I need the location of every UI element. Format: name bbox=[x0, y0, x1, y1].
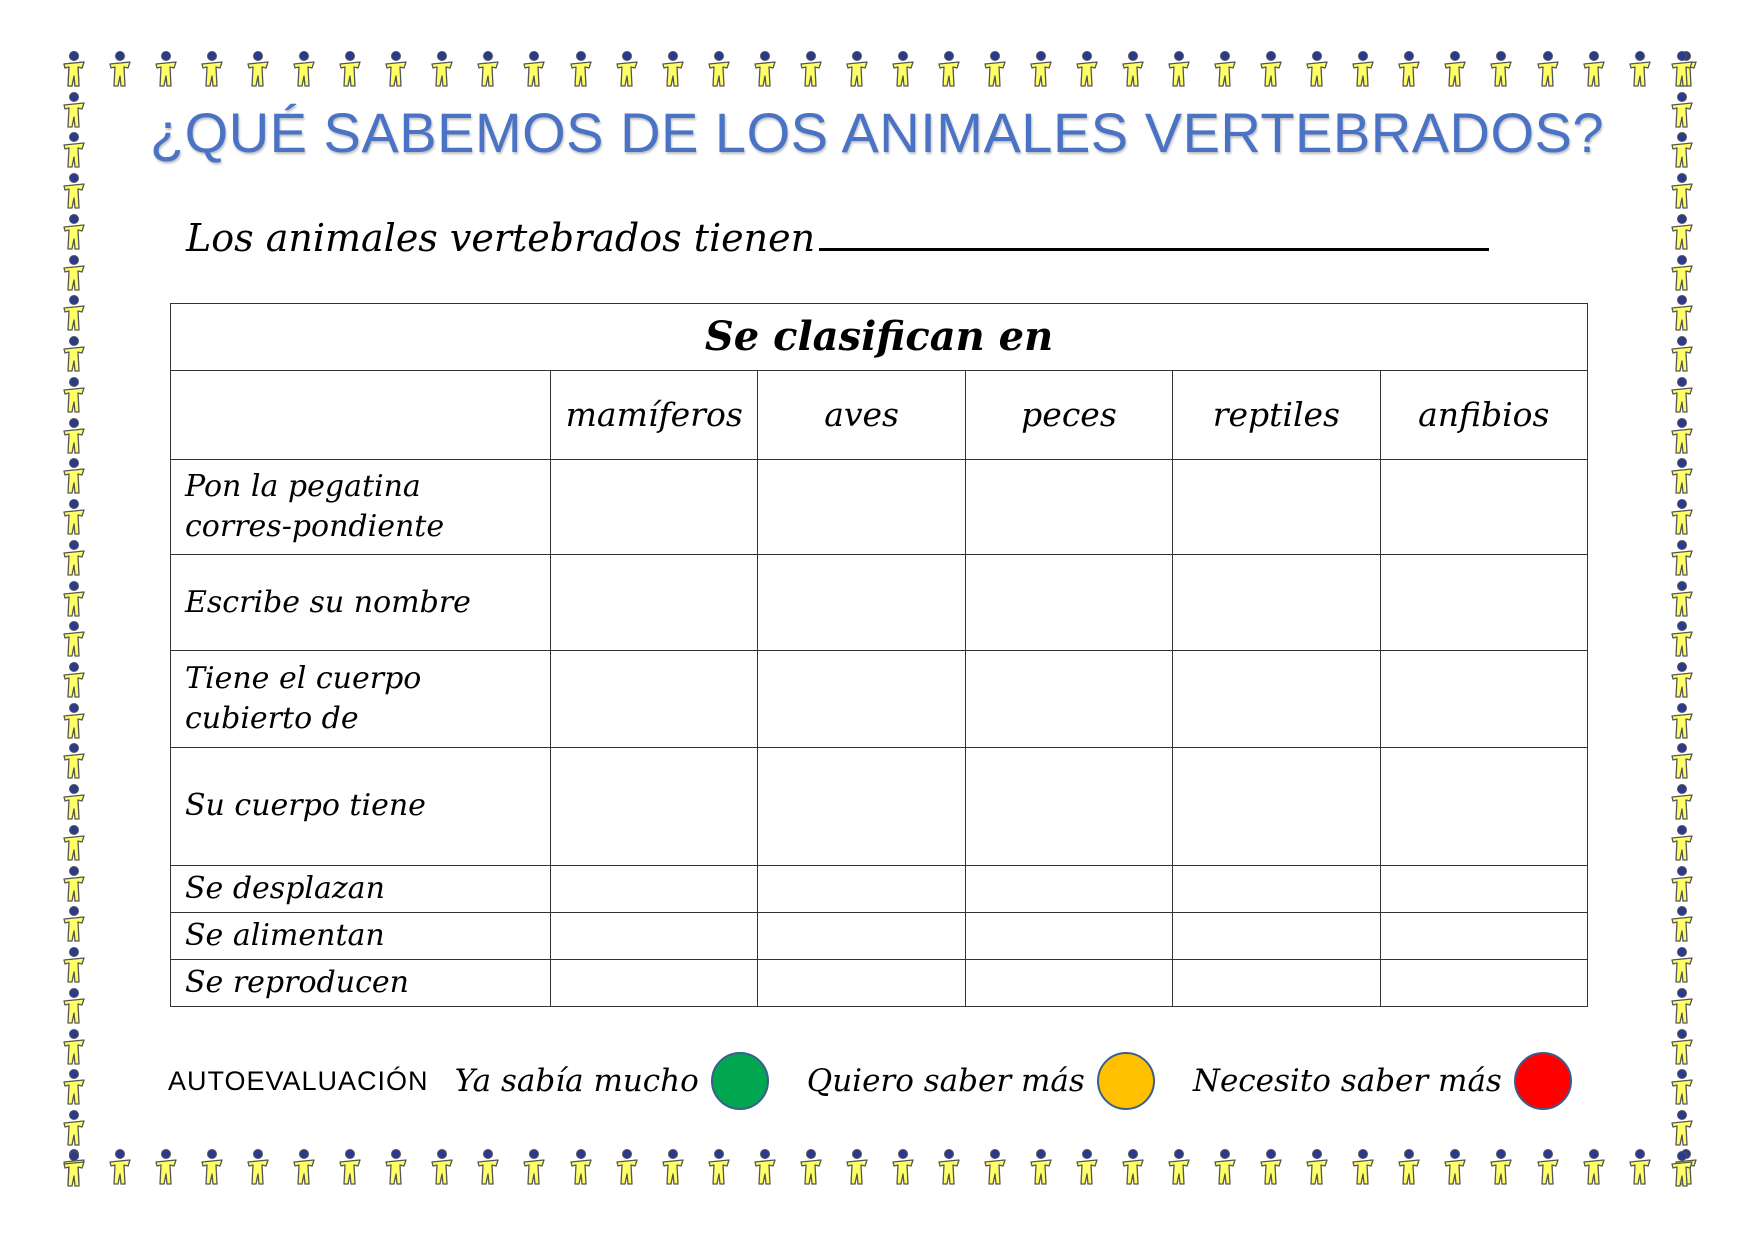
child-figure-icon bbox=[244, 50, 272, 90]
child-figure-icon bbox=[60, 376, 88, 416]
answer-cell[interactable] bbox=[1380, 555, 1587, 651]
child-figure-icon bbox=[1119, 50, 1147, 90]
child-figure-icon bbox=[60, 987, 88, 1027]
child-figure-icon bbox=[1668, 1109, 1696, 1149]
child-figure-icon bbox=[60, 498, 88, 538]
answer-cell[interactable] bbox=[1173, 460, 1380, 555]
child-figure-icon bbox=[1487, 1148, 1515, 1188]
child-figure-icon bbox=[290, 1148, 318, 1188]
table-row bbox=[171, 912, 1588, 959]
answer-cell[interactable] bbox=[758, 747, 965, 865]
child-figure-icon bbox=[152, 1148, 180, 1188]
red-circle-icon[interactable] bbox=[1514, 1052, 1572, 1110]
child-figure-icon bbox=[1668, 376, 1696, 416]
border-left bbox=[60, 50, 100, 1190]
child-figure-icon bbox=[1668, 539, 1696, 579]
answer-cell[interactable] bbox=[965, 747, 1172, 865]
column-header: reptiles bbox=[1173, 371, 1380, 460]
child-figure-icon bbox=[889, 50, 917, 90]
row-label: Escribe su nombre bbox=[171, 555, 551, 651]
column-header: mamíferos bbox=[551, 371, 758, 460]
answer-cell[interactable] bbox=[965, 959, 1172, 1006]
child-figure-icon bbox=[60, 1109, 88, 1149]
child-figure-icon bbox=[1668, 783, 1696, 823]
child-figure-icon bbox=[474, 1148, 502, 1188]
child-figure-icon bbox=[1668, 824, 1696, 864]
row-label: Se desplazan bbox=[171, 865, 551, 912]
child-figure-icon bbox=[60, 335, 88, 375]
child-figure-icon bbox=[198, 1148, 226, 1188]
child-figure-icon bbox=[1349, 50, 1377, 90]
child-figure-icon bbox=[981, 50, 1009, 90]
child-figure-icon bbox=[1668, 294, 1696, 334]
child-figure-icon bbox=[290, 50, 318, 90]
row-label: Se alimentan bbox=[171, 912, 551, 959]
child-figure-icon bbox=[1073, 1148, 1101, 1188]
answer-cell[interactable] bbox=[758, 460, 965, 555]
child-figure-icon bbox=[60, 1028, 88, 1068]
self-evaluation-label: AUTOEVALUACIÓN bbox=[168, 1065, 429, 1096]
answer-cell[interactable] bbox=[965, 912, 1172, 959]
child-figure-icon bbox=[60, 783, 88, 823]
child-figure-icon bbox=[567, 1148, 595, 1188]
child-figure-icon bbox=[1395, 50, 1423, 90]
table-row bbox=[171, 959, 1588, 1006]
page-title: ¿QUÉ SABEMOS DE LOS ANIMALES VERTEBRADOS? bbox=[149, 101, 1605, 164]
child-figure-icon bbox=[60, 742, 88, 782]
option-want-more-label: Quiero saber más bbox=[806, 1063, 1085, 1099]
child-figure-icon bbox=[520, 50, 548, 90]
child-figure-icon bbox=[1668, 417, 1696, 457]
answer-cell[interactable] bbox=[1380, 651, 1587, 747]
answer-cell[interactable] bbox=[1173, 747, 1380, 865]
answer-cell[interactable] bbox=[758, 912, 965, 959]
answer-cell[interactable] bbox=[1380, 865, 1587, 912]
child-figure-icon bbox=[1303, 50, 1331, 90]
child-figure-icon bbox=[1257, 50, 1285, 90]
child-figure-icon bbox=[60, 172, 88, 212]
child-figure-icon bbox=[1211, 50, 1239, 90]
child-figure-icon bbox=[1487, 50, 1515, 90]
answer-cell[interactable] bbox=[965, 651, 1172, 747]
child-figure-icon bbox=[1668, 946, 1696, 986]
child-figure-icon bbox=[336, 1148, 364, 1188]
child-figure-icon bbox=[1668, 1068, 1696, 1108]
child-figure-icon bbox=[60, 213, 88, 253]
child-figure-icon bbox=[1668, 580, 1696, 620]
column-header: anfibios bbox=[1380, 371, 1587, 460]
child-figure-icon bbox=[1027, 50, 1055, 90]
child-figure-icon bbox=[1395, 1148, 1423, 1188]
border-top bbox=[60, 50, 1700, 98]
row-label: Tiene el cuerpo cubierto de bbox=[171, 651, 551, 747]
child-figure-icon bbox=[1668, 661, 1696, 701]
child-figure-icon bbox=[1073, 50, 1101, 90]
child-figure-icon bbox=[106, 50, 134, 90]
answer-cell[interactable] bbox=[965, 555, 1172, 651]
child-figure-icon bbox=[797, 50, 825, 90]
row-label: Pon la pegatina corres-pondiente bbox=[171, 460, 551, 555]
child-figure-icon bbox=[1668, 50, 1696, 90]
child-figure-icon bbox=[1349, 1148, 1377, 1188]
answer-cell[interactable] bbox=[758, 959, 965, 1006]
child-figure-icon bbox=[613, 1148, 641, 1188]
child-figure-icon bbox=[60, 946, 88, 986]
child-figure-icon bbox=[1668, 987, 1696, 1027]
option-knew-a-lot-label: Ya sabía mucho bbox=[454, 1063, 699, 1099]
child-figure-icon bbox=[1668, 498, 1696, 538]
child-figure-icon bbox=[1668, 905, 1696, 945]
child-figure-icon bbox=[1668, 254, 1696, 294]
child-figure-icon bbox=[1119, 1148, 1147, 1188]
child-figure-icon bbox=[1668, 1028, 1696, 1068]
child-figure-icon bbox=[1668, 865, 1696, 905]
border-right bbox=[1668, 50, 1708, 1190]
intro-sentence bbox=[186, 214, 1526, 260]
child-figure-icon bbox=[428, 50, 456, 90]
answer-cell[interactable] bbox=[1380, 747, 1587, 865]
child-figure-icon bbox=[382, 50, 410, 90]
child-figure-icon bbox=[1257, 1148, 1285, 1188]
child-figure-icon bbox=[428, 1148, 456, 1188]
classification-table bbox=[170, 303, 1588, 1007]
answer-cell[interactable] bbox=[551, 460, 758, 555]
option-need-more-label: Necesito saber más bbox=[1192, 1063, 1502, 1099]
child-figure-icon bbox=[60, 1150, 88, 1190]
child-figure-icon bbox=[60, 294, 88, 334]
child-figure-icon bbox=[152, 50, 180, 90]
table-row bbox=[171, 747, 1588, 865]
answer-cell[interactable] bbox=[551, 555, 758, 651]
answer-cell[interactable] bbox=[1380, 460, 1587, 555]
child-figure-icon bbox=[60, 865, 88, 905]
child-figure-icon bbox=[60, 661, 88, 701]
child-figure-icon bbox=[659, 1148, 687, 1188]
child-figure-icon bbox=[1626, 1148, 1654, 1188]
table-row bbox=[171, 865, 1588, 912]
child-figure-icon bbox=[981, 1148, 1009, 1188]
answer-cell[interactable] bbox=[1173, 865, 1380, 912]
child-figure-icon bbox=[244, 1148, 272, 1188]
child-figure-icon bbox=[797, 1148, 825, 1188]
table-row bbox=[171, 460, 1588, 555]
child-figure-icon bbox=[60, 620, 88, 660]
self-evaluation bbox=[168, 1046, 1610, 1116]
child-figure-icon bbox=[60, 254, 88, 294]
child-figure-icon bbox=[106, 1148, 134, 1188]
answer-cell[interactable] bbox=[551, 865, 758, 912]
child-figure-icon bbox=[1668, 172, 1696, 212]
child-figure-icon bbox=[935, 1148, 963, 1188]
child-figure-icon bbox=[751, 1148, 779, 1188]
child-figure-icon bbox=[1580, 1148, 1608, 1188]
child-figure-icon bbox=[60, 702, 88, 742]
child-figure-icon bbox=[1668, 213, 1696, 253]
answer-cell[interactable] bbox=[551, 747, 758, 865]
child-figure-icon bbox=[889, 1148, 917, 1188]
row-label: Su cuerpo tiene bbox=[171, 747, 551, 865]
child-figure-icon bbox=[1165, 50, 1193, 90]
child-figure-icon bbox=[1534, 1148, 1562, 1188]
row-label: Se reproducen bbox=[171, 959, 551, 1006]
child-figure-icon bbox=[382, 1148, 410, 1188]
answer-cell[interactable] bbox=[1173, 651, 1380, 747]
child-figure-icon bbox=[1626, 50, 1654, 90]
green-circle-icon[interactable] bbox=[711, 1052, 769, 1110]
child-figure-icon bbox=[1441, 50, 1469, 90]
answer-cell[interactable] bbox=[758, 865, 965, 912]
child-figure-icon bbox=[1580, 50, 1608, 90]
column-header: aves bbox=[758, 371, 965, 460]
child-figure-icon bbox=[843, 50, 871, 90]
child-figure-icon bbox=[1303, 1148, 1331, 1188]
answer-cell[interactable] bbox=[758, 651, 965, 747]
child-figure-icon bbox=[705, 1148, 733, 1188]
child-figure-icon bbox=[1668, 457, 1696, 497]
child-figure-icon bbox=[1165, 1148, 1193, 1188]
child-figure-icon bbox=[1668, 702, 1696, 742]
answer-blank[interactable] bbox=[819, 214, 1489, 251]
yellow-circle-icon[interactable] bbox=[1097, 1052, 1155, 1110]
child-figure-icon bbox=[474, 50, 502, 90]
border-bottom bbox=[60, 1148, 1700, 1196]
child-figure-icon bbox=[60, 457, 88, 497]
child-figure-icon bbox=[60, 580, 88, 620]
child-figure-icon bbox=[751, 50, 779, 90]
child-figure-icon bbox=[1668, 335, 1696, 375]
child-figure-icon bbox=[60, 1068, 88, 1108]
child-figure-icon bbox=[60, 905, 88, 945]
child-figure-icon bbox=[1668, 620, 1696, 660]
child-figure-icon bbox=[60, 539, 88, 579]
answer-cell[interactable] bbox=[1173, 959, 1380, 1006]
child-figure-icon bbox=[1211, 1148, 1239, 1188]
child-figure-icon bbox=[1027, 1148, 1055, 1188]
child-figure-icon bbox=[336, 50, 364, 90]
answer-cell[interactable] bbox=[551, 912, 758, 959]
table-row bbox=[171, 651, 1588, 747]
intro-text: Los animales vertebrados tienen bbox=[186, 216, 816, 260]
child-figure-icon bbox=[935, 50, 963, 90]
answer-cell[interactable] bbox=[965, 460, 1172, 555]
child-figure-icon bbox=[567, 50, 595, 90]
answer-cell[interactable] bbox=[1380, 912, 1587, 959]
table-row bbox=[171, 555, 1588, 651]
corner-cell bbox=[171, 371, 551, 460]
answer-cell[interactable] bbox=[1173, 912, 1380, 959]
child-figure-icon bbox=[659, 50, 687, 90]
child-figure-icon bbox=[1668, 1150, 1696, 1190]
answer-cell[interactable] bbox=[551, 651, 758, 747]
answer-cell[interactable] bbox=[1173, 555, 1380, 651]
answer-cell[interactable] bbox=[1380, 959, 1587, 1006]
child-figure-icon bbox=[198, 50, 226, 90]
child-figure-icon bbox=[60, 824, 88, 864]
child-figure-icon bbox=[1534, 50, 1562, 90]
answer-cell[interactable] bbox=[965, 865, 1172, 912]
column-header: peces bbox=[965, 371, 1172, 460]
answer-cell[interactable] bbox=[758, 555, 965, 651]
child-figure-icon bbox=[613, 50, 641, 90]
child-figure-icon bbox=[843, 1148, 871, 1188]
child-figure-icon bbox=[60, 50, 88, 90]
child-figure-icon bbox=[705, 50, 733, 90]
child-figure-icon bbox=[520, 1148, 548, 1188]
child-figure-icon bbox=[1441, 1148, 1469, 1188]
answer-cell[interactable] bbox=[551, 959, 758, 1006]
child-figure-icon bbox=[60, 417, 88, 457]
child-figure-icon bbox=[1668, 742, 1696, 782]
table-header: Se clasifican en bbox=[171, 304, 1588, 371]
